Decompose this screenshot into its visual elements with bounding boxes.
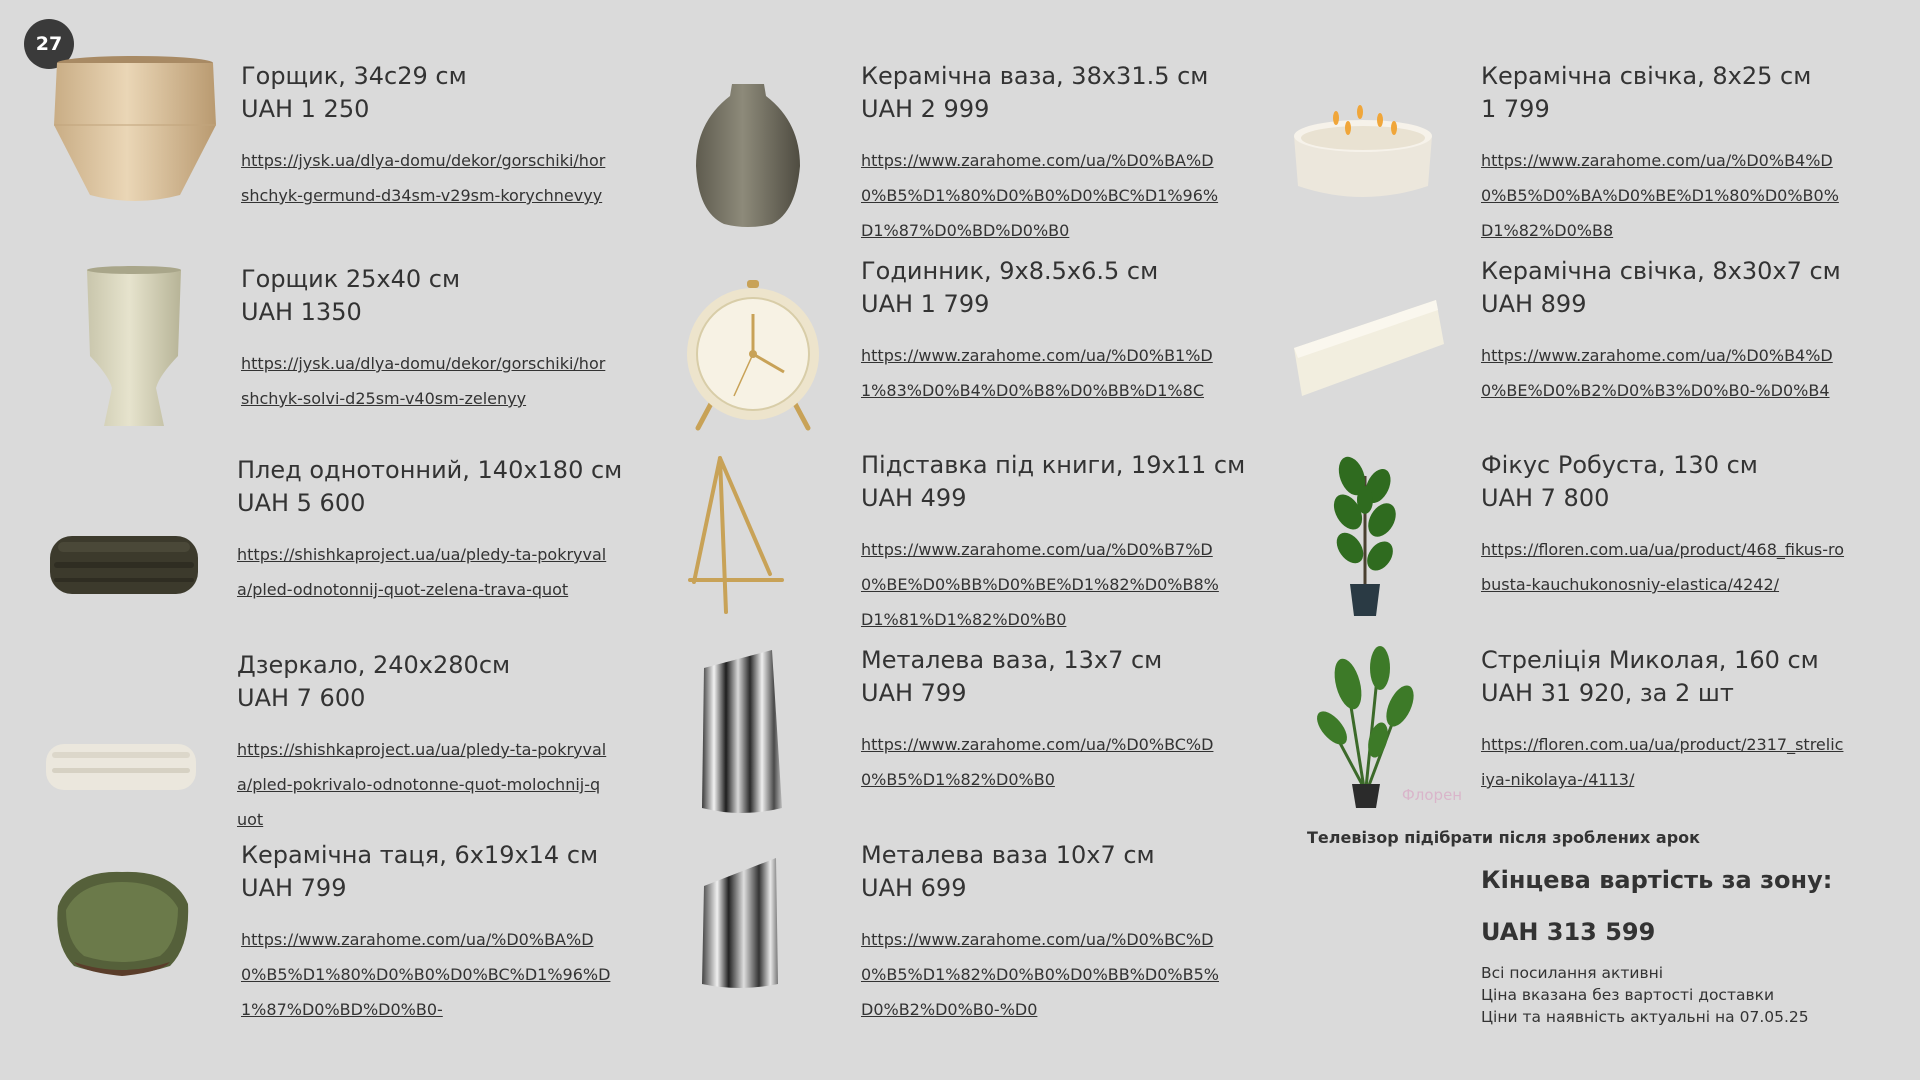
item-link[interactable]: https://shishkaproject.ua/ua/pledy-ta-pokryvala/pled-odnotonnij-quot-zelena-trava-quot [237, 545, 607, 599]
item-price: UAH 699 [861, 874, 967, 902]
page-number-badge: 27 [24, 19, 74, 69]
white-blanket-image [44, 740, 198, 794]
green-pot-image [84, 266, 184, 430]
item-link[interactable]: https://www.zarahome.com/ua/%D0%BA%D0%B5%D1%80%D0%B0%D0%BC%D1%96%D1%87%D0%BD%D0%B0- [241, 930, 611, 1019]
item-title: Горщик, 34с29 см [241, 62, 467, 90]
green-blanket-image [48, 532, 200, 598]
item-title: Керамічна свічка, 8х30х7 см [1481, 257, 1841, 285]
long-candle-image [1288, 296, 1448, 400]
item-price: UAH 2 999 [861, 95, 990, 123]
footnotes [1481, 962, 1809, 1028]
watermark-text: Флорен [1401, 786, 1463, 804]
item-link[interactable]: https://floren.com.ua/ua/product/468_fikus-robusta-kauchukonosniy-elastica/4242/ [1481, 540, 1845, 594]
item-link[interactable]: https://www.zarahome.com/ua/%D0%BC%D0%B5%D1%82%D0%B0%D0%BB%D0%B5%D0%B2%D0%B0-%D0 [861, 930, 1219, 1019]
ficus-plant-image [1328, 456, 1402, 618]
strelitzia-plant-image [1318, 648, 1463, 810]
item-title: Керамічна таця, 6х19х14 см [241, 841, 599, 869]
item-link[interactable]: https://floren.com.ua/ua/product/2317_streliciya-nikolaya-/4113/ [1481, 735, 1844, 789]
item-title: Плед однотонний, 140х180 см [237, 456, 623, 484]
item-price: 1 799 [1481, 95, 1550, 123]
item-title: Підставка під книги, 19х11 см [861, 451, 1246, 479]
item-title: Горщик 25х40 см [241, 265, 461, 293]
footnote-delivery: Ціна вказана без вартості доставки [1481, 986, 1775, 1004]
item-link[interactable]: https://www.zarahome.com/ua/%D0%B4%D0%BE%D0%B2%D0%B3%D0%B0-%D0%B4 [1481, 346, 1833, 400]
metal-vase-tall-image [698, 648, 790, 818]
item-price: UAH 7 800 [1481, 484, 1610, 512]
item-link[interactable]: https://www.zarahome.com/ua/%D0%BA%D0%B5%D1%80%D0%B0%D0%BC%D1%96%D1%87%D0%BD%D0%B0 [861, 151, 1219, 240]
candle-bowl-image [1290, 104, 1436, 204]
item-title: Дзеркало, 240х280см [237, 651, 511, 679]
item-price: UAH 499 [861, 484, 967, 512]
item-link[interactable]: https://www.zarahome.com/ua/%D0%B7%D0%BE%D0%BB%D0%BE%D1%82%D0%B8%D1%81%D1%82%D0%B0 [861, 540, 1219, 629]
book-stand-image [686, 454, 788, 616]
item-title: Керамічна свічка, 8х25 см [1481, 62, 1812, 90]
footnote-links-active: Всі посилання активні [1481, 964, 1664, 982]
item-price: UAH 1 250 [241, 95, 370, 123]
total-label: Кінцева вартість за зону: [1481, 866, 1833, 894]
footnote-date: Ціни та наявність актуальні на 07.05.25 [1481, 1008, 1809, 1026]
item-link[interactable]: https://www.zarahome.com/ua/%D0%BC%D0%B5%D1%82%D0%B0 [861, 735, 1214, 789]
item-title: Фікус Робуста, 130 см [1481, 451, 1758, 479]
total-value: UAH 313 599 [1481, 918, 1656, 946]
clock-image [684, 278, 822, 430]
item-link[interactable]: https://jysk.ua/dlya-domu/dekor/gorschiki/horshchyk-germund-d34sm-v29sm-korychnevyy [241, 151, 606, 205]
beige-pot-image [52, 55, 218, 207]
item-price: UAH 7 600 [237, 684, 366, 712]
metal-vase-short-image [698, 856, 784, 992]
item-title: Металева ваза, 13х7 см [861, 646, 1163, 674]
item-price: UAH 1350 [241, 298, 362, 326]
item-link[interactable]: https://jysk.ua/dlya-domu/dekor/gorschiki/horshchyk-solvi-d25sm-v40sm-zelenyy [241, 354, 606, 408]
item-title: Годинник, 9х8.5х6.5 см [861, 257, 1159, 285]
tv-note: Телевізор підібрати після зроблених арок [1307, 828, 1701, 847]
item-price: UAH 799 [241, 874, 347, 902]
item-link[interactable]: https://www.zarahome.com/ua/%D0%B1%D1%83%D0%B4%D0%B8%D0%BB%D1%8C [861, 346, 1213, 400]
ceramic-tray-image [52, 866, 192, 980]
item-link[interactable]: https://www.zarahome.com/ua/%D0%B4%D0%B5%D0%BA%D0%BE%D1%80%D0%B0%D1%82%D0%B8 [1481, 151, 1839, 240]
ceramic-vase-image [692, 82, 804, 228]
item-link[interactable]: https://shishkaproject.ua/ua/pledy-ta-pokryvala/pled-pokrivalo-odnotonne-quot-molochnij-quot [237, 740, 607, 829]
item-price: UAH 799 [861, 679, 967, 707]
item-title: Металева ваза 10х7 см [861, 841, 1155, 869]
item-price: UAH 899 [1481, 290, 1587, 318]
item-price: UAH 1 799 [861, 290, 990, 318]
item-price: UAH 5 600 [237, 489, 366, 517]
item-title: Керамічна ваза, 38х31.5 см [861, 62, 1209, 90]
item-price: UAH 31 920, за 2 шт [1481, 679, 1734, 707]
item-title: Стреліція Миколая, 160 см [1481, 646, 1819, 674]
